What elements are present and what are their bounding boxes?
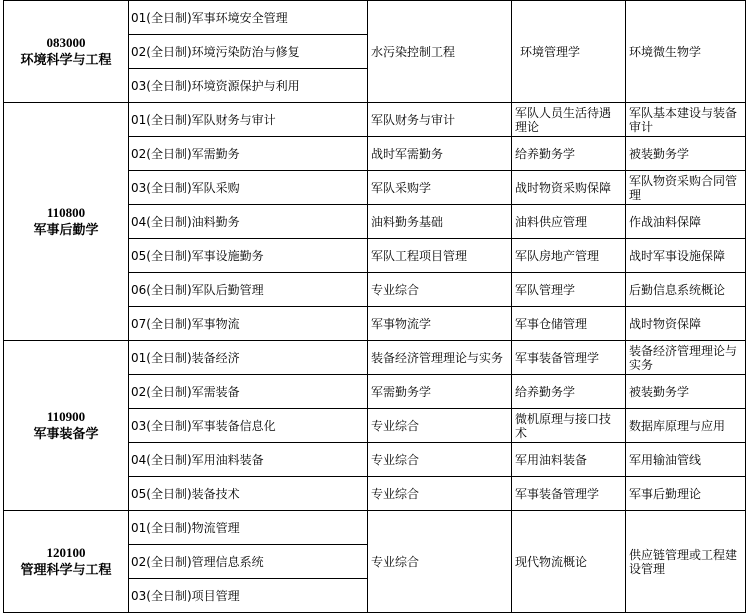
course-cell: 专业综合 [368,409,512,443]
course-cell: 军队人员生活待遇理论 [512,103,626,137]
course-cell: 军事装备管理学 [512,477,626,511]
direction-cell: 02(全日制)军需装备 [129,375,368,409]
major-cell [4,341,129,511]
course-cell: 军事装备管理学 [512,341,626,375]
course-cell: 专业综合 [368,443,512,477]
course-cell: 微机原理与接口技术 [512,409,626,443]
major-cell [4,103,129,341]
direction-cell: 04(全日制)油料勤务 [129,205,368,239]
course-cell: 军队财务与审计 [368,103,512,137]
direction-cell: 01(全日制)物流管理 [129,511,368,545]
major-name: 管理科学与工程 [20,562,112,578]
direction-cell: 03(全日制)项目管理 [129,579,368,613]
course-cell: 水污染控制工程 [368,1,512,103]
course-cell: 战时军事设施保障 [626,239,746,273]
course-cell: 战时物资采购保障 [512,171,626,205]
major-name: 环境科学与工程 [20,52,112,68]
major-name: 军事后勤学 [33,222,99,238]
direction-cell: 01(全日制)装备经济 [129,341,368,375]
course-cell: 专业综合 [368,273,512,307]
course-cell: 供应链管理或工程建设管理 [626,511,746,613]
course-cell: 作战油料保障 [626,205,746,239]
course-cell: 油料供应管理 [512,205,626,239]
major-cell [4,1,129,103]
major-code: 110800 [46,204,86,220]
table-row [4,103,746,137]
course-cell: 军队工程项目管理 [368,239,512,273]
course-cell: 数据库原理与应用 [626,409,746,443]
course-cell: 给养勤务学 [512,137,626,171]
course-cell: 军队管理学 [512,273,626,307]
direction-cell: 05(全日制)装备技术 [129,477,368,511]
course-cell: 环境微生物学 [626,1,746,103]
direction-cell: 04(全日制)军用油料装备 [129,443,368,477]
direction-cell: 03(全日制)环境资源保护与利用 [129,69,368,103]
direction-cell: 06(全日制)军队后勤管理 [129,273,368,307]
direction-cell: 05(全日制)军事设施勤务 [129,239,368,273]
table-row [4,1,746,35]
course-cell: 军用油料装备 [512,443,626,477]
course-cell: 军事后勤理论 [626,477,746,511]
table-row [4,511,746,545]
course-cell: 战时军需勤务 [368,137,512,171]
course-cell: 被装勤务学 [626,375,746,409]
direction-cell: 03(全日制)军队采购 [129,171,368,205]
course-cell: 军队采购学 [368,171,512,205]
course-cell: 军需勤务学 [368,375,512,409]
course-cell: 军事仓储管理 [512,307,626,341]
course-cell: 军队房地产管理 [512,239,626,273]
major-code: 120100 [46,544,86,560]
course-cell: 专业综合 [368,511,512,613]
course-cell: 军事物流学 [368,307,512,341]
course-cell: 给养勤务学 [512,375,626,409]
course-cell: 现代物流概论 [512,511,626,613]
course-cell: 油料勤务基础 [368,205,512,239]
course-cell: 军队物资采购合同管理 [626,171,746,205]
direction-cell: 03(全日制)军事装备信息化 [129,409,368,443]
major-code: 110900 [46,408,86,424]
major-code: 083000 [46,34,86,50]
direction-cell: 02(全日制)管理信息系统 [129,545,368,579]
direction-cell: 07(全日制)军事物流 [129,307,368,341]
course-cell: 专业综合 [368,477,512,511]
direction-cell: 02(全日制)环境污染防治与修复 [129,35,368,69]
course-cell: 军队基本建设与装备审计 [626,103,746,137]
major-name: 军事装备学 [33,426,99,442]
course-cell: 战时物资保障 [626,307,746,341]
course-cell: 军用输油管线 [626,443,746,477]
major-cell [4,511,129,613]
direction-cell: 02(全日制)军需勤务 [129,137,368,171]
course-cell: 装备经济管理理论与实务 [368,341,512,375]
course-cell: 被装勤务学 [626,137,746,171]
curriculum-table [3,0,746,613]
course-cell: 环境管理学 [512,1,626,103]
course-cell: 后勤信息系统概论 [626,273,746,307]
direction-cell: 01(全日制)军队财务与审计 [129,103,368,137]
course-cell: 装备经济管理理论与实务 [626,341,746,375]
direction-cell: 01(全日制)军事环境安全管理 [129,1,368,35]
table-row [4,341,746,375]
